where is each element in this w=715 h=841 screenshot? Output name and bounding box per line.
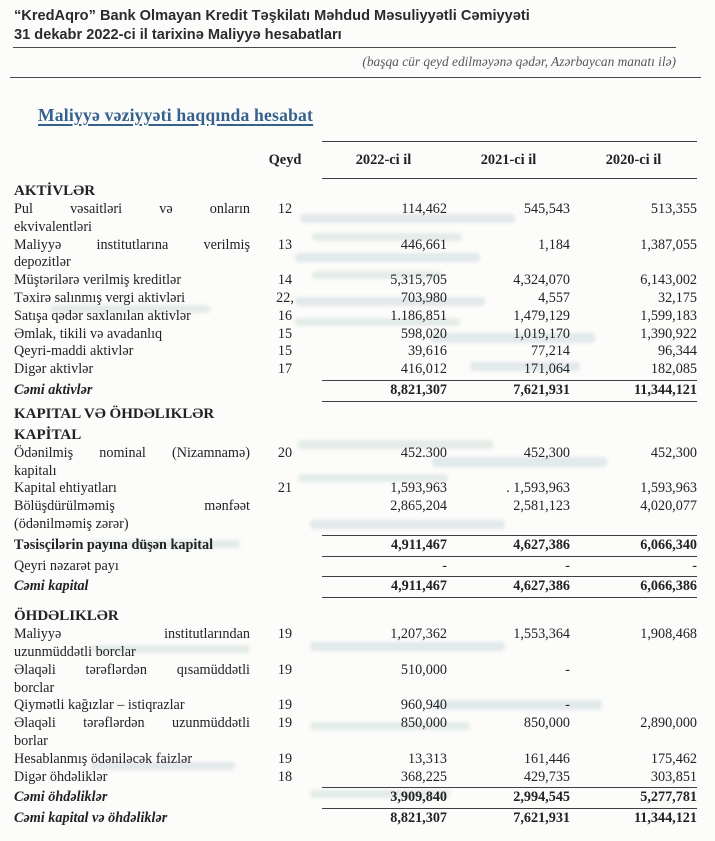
note-reference: 19 bbox=[277, 750, 293, 767]
table-row bbox=[14, 382, 697, 400]
value-2021: 171,064 bbox=[523, 361, 570, 378]
value-2022: 510,000 bbox=[400, 661, 447, 678]
table-body bbox=[14, 180, 697, 841]
table-row bbox=[14, 769, 697, 787]
table-rule bbox=[322, 380, 697, 381]
note-reference: 17 bbox=[277, 361, 293, 378]
label-line: ekvivalentləri bbox=[14, 218, 92, 235]
value-2021: 452,300 bbox=[523, 444, 570, 461]
value-2021: 4,557 bbox=[538, 289, 570, 306]
row-label bbox=[14, 201, 250, 237]
row-label bbox=[14, 697, 250, 715]
row-label bbox=[14, 662, 250, 698]
column-header-2020: 2020-ci il bbox=[605, 151, 662, 168]
value-2022: 13,313 bbox=[407, 750, 447, 767]
value-2021: 2,581,123 bbox=[513, 498, 570, 515]
note-reference: 13 bbox=[277, 236, 293, 253]
note-reference: 19 bbox=[277, 697, 293, 714]
row-label bbox=[14, 769, 250, 787]
value-2021: 1,184 bbox=[538, 236, 570, 253]
note-reference: 15 bbox=[277, 343, 293, 360]
row-label bbox=[14, 578, 250, 596]
note-reference: 19 bbox=[277, 661, 293, 678]
label-line: Qeyri nəzarət payı bbox=[14, 557, 119, 574]
value-2022: 416,012 bbox=[400, 361, 447, 378]
value-2022: 1,593,963 bbox=[390, 480, 447, 497]
table-row bbox=[14, 715, 697, 751]
value-2020: 1,599,183 bbox=[640, 307, 697, 324]
value-2022: 1.186,851 bbox=[390, 307, 447, 324]
label-line: Qeyri-maddi aktivlər bbox=[14, 343, 134, 360]
table-row bbox=[14, 237, 697, 273]
label-line: Ödənilmiş nominal (Nizamnamə) bbox=[14, 444, 250, 461]
value-2020: 96,344 bbox=[657, 343, 697, 360]
header-divider bbox=[13, 47, 676, 48]
value-2022: 39,616 bbox=[407, 343, 447, 360]
value-2022: 446,661 bbox=[400, 236, 447, 253]
section-header: KAPİTAL bbox=[14, 426, 82, 443]
table-rule bbox=[322, 178, 697, 179]
table-rule bbox=[322, 597, 697, 598]
table-row bbox=[14, 480, 697, 498]
value-2022: 850,000 bbox=[400, 715, 447, 732]
note-reference: 22, bbox=[276, 289, 294, 306]
value-2020: 32,175 bbox=[657, 289, 697, 306]
value-2021: 545,543 bbox=[523, 201, 570, 217]
value-2021: 4,627,386 bbox=[513, 536, 570, 553]
value-2021: 850,000 bbox=[523, 715, 570, 732]
spacer bbox=[14, 828, 697, 841]
value-2022: 703,980 bbox=[400, 289, 447, 306]
table-rule bbox=[322, 787, 697, 788]
label-line: Cəmi kapital bbox=[14, 578, 89, 595]
table-row bbox=[14, 361, 697, 379]
label-line: Əlaqəli tərəflərdən uzunmüddətli bbox=[14, 715, 250, 732]
value-2021: 1,553,364 bbox=[513, 626, 570, 643]
value-2021: . 1,593,963 bbox=[506, 480, 570, 497]
table-row bbox=[14, 662, 697, 698]
table-row bbox=[14, 789, 697, 807]
statement-title: Maliyyə vəziyyəti haqqında hesabat bbox=[38, 105, 314, 125]
value-2020: 175,462 bbox=[650, 750, 697, 767]
row-label bbox=[14, 480, 250, 498]
label-line: Digər aktivlər bbox=[14, 361, 94, 378]
note-reference: 15 bbox=[277, 325, 293, 342]
table-rule bbox=[322, 401, 697, 402]
value-2022: 114,462 bbox=[401, 201, 447, 217]
note-reference: 21 bbox=[277, 480, 293, 497]
value-2020: 4,020,077 bbox=[640, 498, 697, 515]
row-label bbox=[14, 382, 250, 400]
value-2022: 2,865,204 bbox=[390, 498, 447, 515]
value-2020: 11,344,121 bbox=[633, 381, 697, 398]
label-line: Cəmi kapital və öhdəliklər bbox=[14, 810, 168, 827]
row-label bbox=[14, 308, 250, 326]
row-label bbox=[14, 361, 250, 379]
section-header: AKTİVLƏR bbox=[14, 183, 96, 199]
label-line: Maliyyə institutlarından bbox=[14, 626, 250, 643]
header-divider-2 bbox=[10, 77, 701, 78]
note-reference: 19 bbox=[277, 626, 293, 643]
label-line: Digər öhdəliklər bbox=[14, 768, 108, 785]
value-2021: 4,627,386 bbox=[513, 578, 570, 595]
value-2022: 4,911,467 bbox=[391, 536, 447, 553]
value-2020: 6,066,340 bbox=[640, 536, 697, 553]
value-2022: 5,315,705 bbox=[390, 272, 447, 289]
table-row bbox=[14, 558, 697, 576]
row-label bbox=[14, 445, 250, 481]
label-line: Təsisçilərin payına düşən kapital bbox=[14, 536, 214, 553]
value-2021: - bbox=[565, 697, 570, 714]
table-row bbox=[14, 498, 697, 534]
column-header-qeyd: Qeyd bbox=[268, 151, 302, 168]
value-2020: 513,355 bbox=[650, 201, 697, 217]
company-name: “KredAqro” Bank Olmayan Kredit Təşkilatı Məhdud Məsuliyyətli Cəmiyyəti bbox=[14, 8, 530, 24]
value-2022: 368,225 bbox=[400, 768, 447, 785]
table-rule bbox=[322, 141, 697, 142]
value-2020: 1,387,055 bbox=[640, 236, 697, 253]
value-2021: 7,621,931 bbox=[513, 810, 570, 827]
value-2021: 1,479,129 bbox=[513, 307, 570, 324]
value-2020: 2,890,000 bbox=[640, 715, 697, 732]
value-2020: 5,277,781 bbox=[640, 789, 697, 806]
value-2020: 1,908,468 bbox=[640, 626, 697, 643]
value-2020: - bbox=[692, 557, 697, 574]
note-reference: 20 bbox=[277, 444, 293, 461]
label-line: borclar bbox=[14, 679, 55, 696]
value-2020: 182,085 bbox=[650, 361, 697, 378]
table-row bbox=[14, 626, 697, 662]
value-2022: 3,909,840 bbox=[390, 789, 447, 806]
label-line: (ödənilməmiş zərər) bbox=[14, 515, 129, 532]
value-2021: 7,621,931 bbox=[513, 381, 570, 398]
currency-note: (başqa cür qeyd edilməyənə qədər, Azərbaycan manatı ilə) bbox=[362, 54, 676, 69]
value-2020: 6,143,002 bbox=[640, 272, 697, 289]
note-reference: 14 bbox=[277, 272, 293, 289]
row-label bbox=[14, 498, 250, 534]
value-2021: - bbox=[565, 661, 570, 678]
value-2021: 2,994,545 bbox=[513, 789, 570, 806]
value-2022: 598,020 bbox=[400, 325, 447, 342]
value-2021: 161,446 bbox=[523, 750, 570, 767]
column-header-2022: 2022-ci il bbox=[355, 151, 412, 168]
section-header: ÖHDƏLIKLƏR bbox=[14, 608, 119, 625]
label-line: kapitalı bbox=[14, 462, 57, 479]
label-line: Hesablanmış ödəniləcək faizlər bbox=[14, 750, 193, 767]
value-2020: 11,344,121 bbox=[633, 810, 697, 827]
label-line: Pul vəsaitləri və onların bbox=[14, 201, 250, 217]
table-row bbox=[14, 272, 697, 290]
table-row bbox=[14, 343, 697, 361]
label-line: Satışa qədər saxlanılan aktivlər bbox=[14, 307, 191, 324]
table-row bbox=[14, 445, 697, 481]
label-line: Təxirə salınmış vergi aktivləri bbox=[14, 289, 186, 306]
row-label bbox=[14, 272, 250, 290]
row-label bbox=[14, 715, 250, 751]
row-label bbox=[14, 290, 250, 308]
row-label bbox=[14, 810, 250, 828]
value-2020: 1,390,922 bbox=[640, 325, 697, 342]
value-2021: 429,735 bbox=[523, 768, 570, 785]
value-2022: 8,821,307 bbox=[390, 810, 447, 827]
table-row bbox=[14, 810, 697, 828]
column-header-2021: 2021-ci il bbox=[480, 151, 537, 168]
label-line: Cəmi öhdəliklər bbox=[14, 789, 108, 806]
table-row bbox=[14, 308, 697, 326]
value-2022: 960,940 bbox=[400, 697, 447, 714]
value-2022: 8,821,307 bbox=[390, 381, 447, 398]
note-reference: 16 bbox=[277, 307, 293, 324]
value-2020: 303,851 bbox=[650, 768, 697, 785]
row-label bbox=[14, 237, 250, 273]
row-label bbox=[14, 343, 250, 361]
value-2022: - bbox=[442, 557, 447, 574]
table-rule bbox=[322, 556, 697, 557]
row-label bbox=[14, 537, 250, 555]
label-line: Kapital ehtiyatları bbox=[14, 480, 117, 497]
label-line: Maliyyə institutlarına verilmiş bbox=[14, 236, 250, 253]
label-line: Cəmi aktivlər bbox=[14, 381, 93, 398]
table-row bbox=[14, 751, 697, 769]
table-rule bbox=[322, 576, 697, 577]
value-2022: 4,911,467 bbox=[391, 578, 447, 595]
value-2022: 452.300 bbox=[400, 444, 447, 461]
label-line: Bölüşdürülməmiş mənfəət bbox=[14, 498, 250, 515]
note-reference: 18 bbox=[277, 768, 293, 785]
table-row bbox=[14, 578, 697, 596]
label-line: uzunmüddətli borclar bbox=[14, 643, 136, 660]
label-line: depozitlər bbox=[14, 254, 71, 271]
label-line: Əmlak, tikili və avadanlıq bbox=[14, 325, 163, 342]
value-2020: 452,300 bbox=[650, 444, 697, 461]
report-date-line: 31 dekabr 2022-ci il tarixinə Maliyyə hesabatları bbox=[14, 27, 342, 43]
table-rule bbox=[322, 808, 697, 809]
table-header-row bbox=[14, 143, 697, 177]
label-line: Müştərilərə verilmiş kreditlər bbox=[14, 272, 182, 289]
table-row bbox=[14, 201, 697, 237]
value-2022: 1,207,362 bbox=[390, 626, 447, 643]
table-row bbox=[14, 697, 697, 715]
value-2020: 1,593,963 bbox=[640, 480, 697, 497]
table-row bbox=[14, 326, 697, 344]
value-2021: - bbox=[565, 557, 570, 574]
value-2021: 77,214 bbox=[530, 343, 570, 360]
note-reference: 19 bbox=[277, 715, 293, 732]
table-row bbox=[14, 290, 697, 308]
row-label bbox=[14, 558, 250, 576]
row-label bbox=[14, 626, 250, 662]
row-label bbox=[14, 326, 250, 344]
label-line: Əlaqəli tərəflərdən qısamüddətli bbox=[14, 661, 250, 678]
table-row bbox=[14, 537, 697, 555]
financial-table bbox=[14, 141, 697, 841]
row-label bbox=[14, 789, 250, 807]
section-header: KAPITAL VƏ ÖHDƏLIKLƏR bbox=[14, 405, 215, 422]
label-line: Qiymətli kağızlar – istiqrazlar bbox=[14, 697, 185, 714]
note-reference: 12 bbox=[277, 201, 293, 217]
row-label bbox=[14, 751, 250, 769]
value-2021: 4,324,070 bbox=[513, 272, 570, 289]
value-2021: 1,019,170 bbox=[513, 325, 570, 342]
value-2020: 6,066,386 bbox=[640, 578, 697, 595]
table-rule bbox=[322, 535, 697, 536]
page-header bbox=[0, 0, 715, 45]
label-line: borlar bbox=[14, 732, 48, 749]
